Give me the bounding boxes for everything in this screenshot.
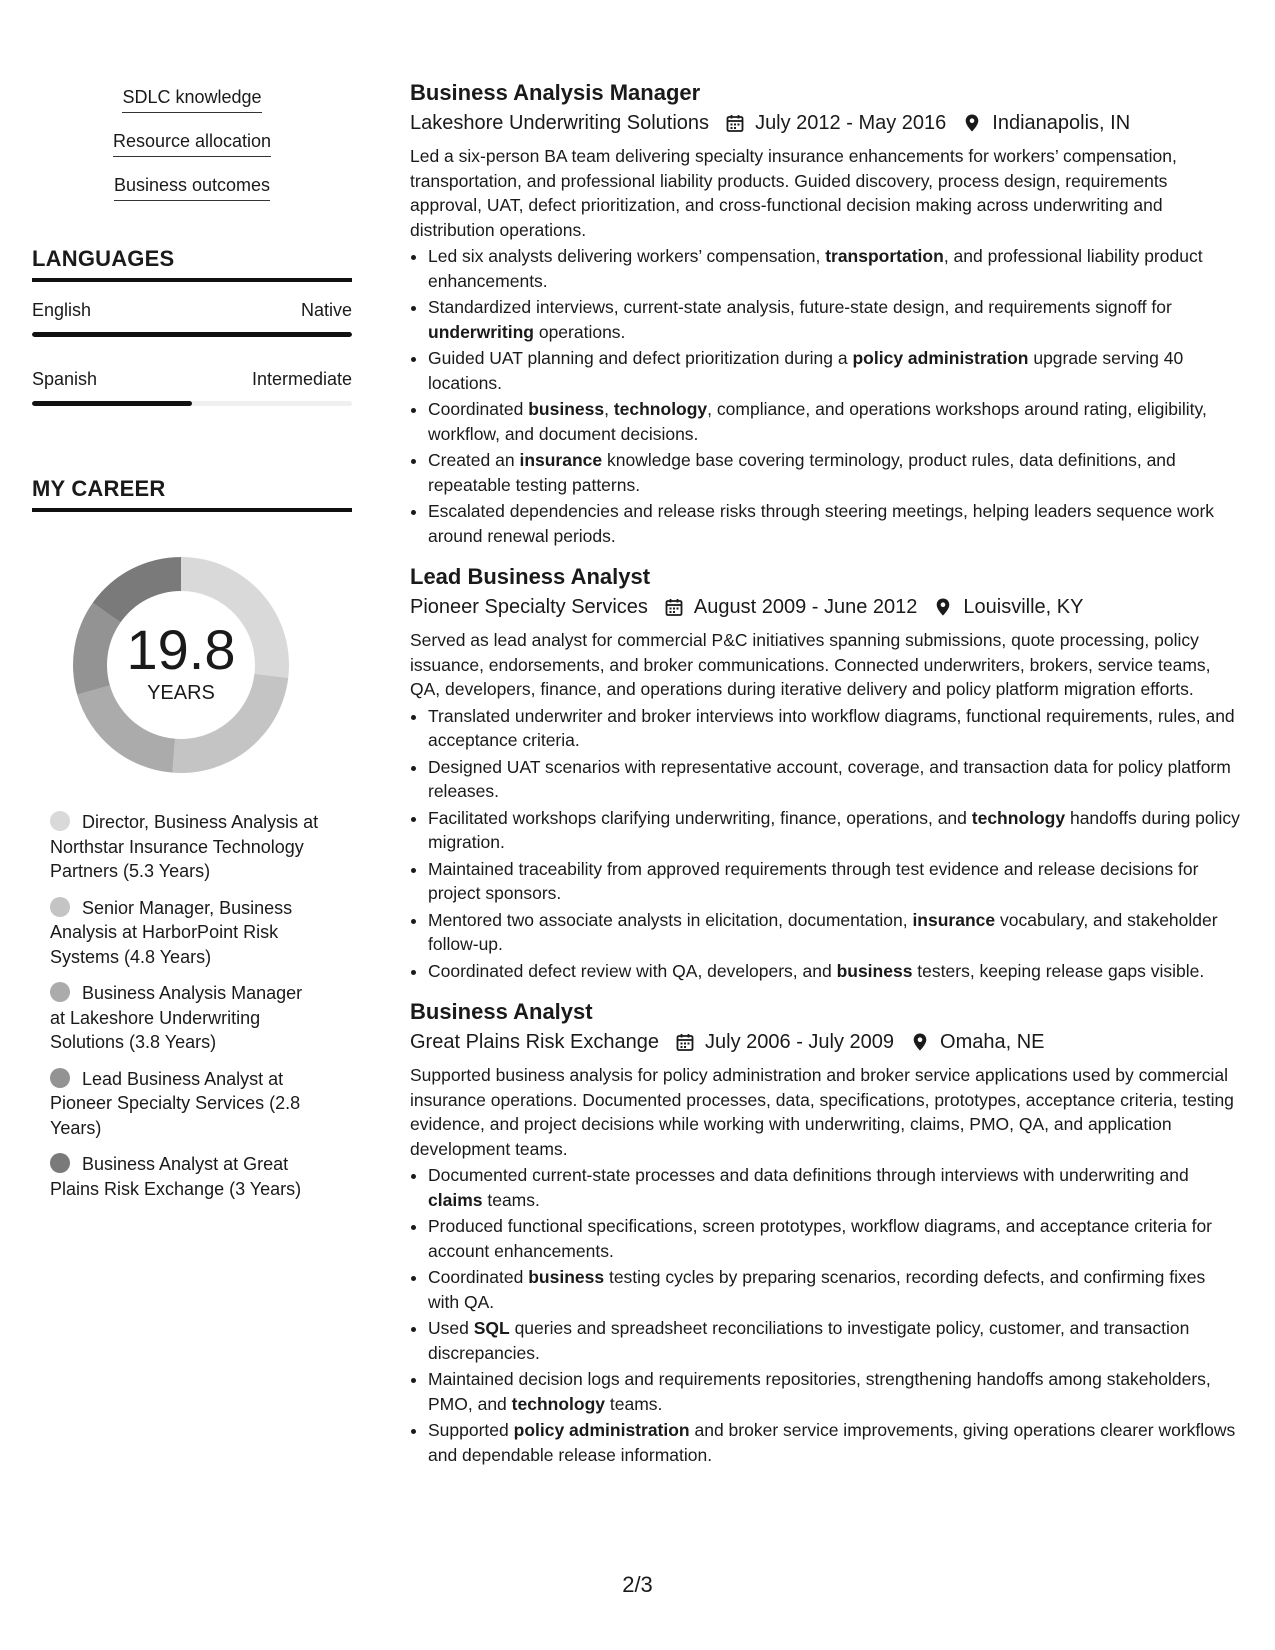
job-bullet: • Used SQL queries and spreadsheet reconciliations to investigate policy, customer, and transaction discrepancies. (428, 1316, 1240, 1365)
job-entry (410, 997, 1240, 1467)
career-entry-label: Lead Business Analyst at Pioneer Specialty Services (2.8 Years) (50, 1068, 301, 1138)
job-company: Great Plains Risk Exchange (410, 1031, 660, 1053)
legend-dot-icon (50, 1068, 70, 1088)
calendar-icon (725, 113, 745, 133)
location-pin-icon (933, 597, 953, 617)
job-title: Business Analysis Manager (410, 80, 701, 105)
career-heading: MY CAREER (32, 476, 352, 512)
job-location: Indianapolis, IN (992, 112, 1131, 134)
career-section (32, 476, 352, 1201)
career-entry-label: Business Analysis Manager at Lakeshore Underwriting Solutions (3.8 Years) (50, 983, 303, 1052)
job-bullet: • Coordinated business, technology, compliance, and operations workshops around rating, eligibility, workflow, and document decisions. (428, 397, 1240, 446)
job-summary: Served as lead analyst for commercial P&C initiatives spanning submissions, quote processing, policy issuance, endorsements, and broker communications. Connected underwriters, brokers, service teams, QA, developers, finance, and operations during iterative delivery and policy platform migration efforts. (410, 630, 1211, 699)
job-title: Lead Business Analyst (410, 564, 651, 589)
job-bullet: • Coordinated defect review with QA, developers, and business testers, keeping release gaps visible. (428, 959, 1240, 984)
job-bullet: • Produced functional specifications, screen prototypes, workflow diagrams, and acceptance criteria for account enhancements. (428, 1214, 1240, 1263)
job-bullet: • Translated underwriter and broker interviews into workflow diagrams, functional requirements, rules, and acceptance criteria. (428, 704, 1240, 753)
career-entry-label: Senior Manager, Business Analysis at HarborPoint Risk Systems (4.8 Years) (50, 897, 293, 967)
career-total-unit: YEARS (147, 682, 215, 704)
job-entry (410, 78, 1240, 548)
job-dates: July 2006 - July 2009 (705, 1031, 895, 1053)
language-bar (32, 332, 352, 337)
language-bar-fill (32, 332, 352, 337)
job-bullet: • Supported policy administration and broker service improvements, giving operations clearer workflows and dependable release information. (428, 1418, 1240, 1467)
language-bar-fill (32, 401, 192, 406)
job-meta (410, 108, 1240, 138)
career-legend (50, 810, 320, 1201)
page-number: 2/3 (622, 1572, 653, 1597)
job-bullet: • Designed UAT scenarios with representative account, coverage, and transaction data for policy platform releases. (428, 755, 1240, 804)
job-bullets (410, 704, 1240, 984)
language-name: English (32, 300, 92, 320)
language-bar (32, 401, 352, 406)
job-bullet: • Documented current-state processes and data definitions through interviews with underwriting and claims teams. (428, 1163, 1240, 1212)
job-company: Lakeshore Underwriting Solutions (410, 112, 710, 134)
languages-heading: LANGUAGES (32, 246, 352, 282)
career-entry-label: Business Analyst at Great Plains Risk Exchange (3 Years) (50, 1154, 302, 1199)
job-bullet: • Maintained decision logs and requirements repositories, strengthening handoffs among stakeholders, PMO, and technology teams. (428, 1367, 1240, 1416)
language-row (32, 298, 352, 337)
job-dates: August 2009 - June 2012 (693, 596, 918, 618)
job-bullet: • Mentored two associate analysts in elicitation, documentation, insurance vocabulary, and stakeholder follow-up. (428, 908, 1240, 957)
language-level: Native (300, 300, 352, 320)
legend-dot-icon (50, 982, 70, 1002)
calendar-icon (675, 1032, 695, 1052)
career-entry (50, 1152, 320, 1201)
location-pin-icon (962, 113, 982, 133)
career-entry (50, 981, 320, 1055)
experience-main (410, 78, 1240, 1481)
job-summary: Supported business analysis for policy administration and broker service applications used by commercial insurance operations. Documented processes, data, specifications, prototypes, acceptance criteria, testing evidence, and project decisions while working with underwriting, claims, PMO, QA, and application development teams. (410, 1065, 1234, 1159)
job-bullets (410, 1163, 1240, 1467)
job-meta (410, 592, 1240, 622)
career-entry-label: Director, Business Analysis at Northstar Insurance Technology Partners (5.3 Years) (50, 812, 319, 881)
job-bullet: • Facilitated workshops clarifying underwriting, finance, operations, and technology handoffs during policy migration. (428, 806, 1240, 855)
job-bullet: • Guided UAT planning and defect prioritization during a policy administration upgrade serving 40 locations. (428, 346, 1240, 395)
job-bullet: • Created an insurance knowledge base covering terminology, product rules, data definitions, and repeatable testing patterns. (428, 448, 1240, 497)
language-level: Intermediate (251, 369, 352, 389)
language-name: Spanish (32, 369, 98, 389)
legend-dot-icon (50, 811, 70, 831)
job-bullet: • Standardized interviews, current-state analysis, future-state design, and requirements signoff for underwriting operations. (428, 295, 1240, 344)
sidebar (32, 84, 352, 1213)
job-bullet: • Coordinated business testing cycles by preparing scenarios, recording defects, and confirming fixes with QA. (428, 1265, 1240, 1314)
job-dates: July 2012 - May 2016 (755, 112, 947, 134)
job-entry (410, 562, 1240, 983)
career-total-value: 19.8 (126, 618, 236, 681)
job-bullet: • Escalated dependencies and release risks through steering meetings, helping leaders sequence work around renewal periods. (428, 499, 1240, 548)
legend-dot-icon (50, 1153, 70, 1173)
career-entry (50, 1067, 320, 1141)
calendar-icon (664, 597, 684, 617)
legend-dot-icon (50, 897, 70, 917)
job-bullet: • Led six analysts delivering workers’ compensation, transportation, and professional liability product enhancements. (428, 244, 1240, 293)
career-donut (66, 550, 296, 780)
skill-tag: Resource allocation (113, 128, 271, 157)
job-summary: Led a six-person BA team delivering specialty insurance enhancements for workers’ compensation, transportation, and professional liability products. Guided discovery, process design, requirements approval, UAT, defect prioritization, and cross-functional decision making across underwriting and distribution operations. (410, 146, 1177, 240)
job-location: Louisville, KY (963, 596, 1084, 618)
skill-tag: Business outcomes (114, 172, 270, 201)
job-bullets (410, 244, 1240, 548)
job-meta (410, 1027, 1240, 1057)
language-row (32, 367, 352, 406)
career-entry (50, 810, 320, 884)
job-title: Business Analyst (410, 999, 593, 1024)
skill-tag: SDLC knowledge (122, 84, 261, 113)
skill-tags (32, 84, 352, 216)
job-location: Omaha, NE (940, 1031, 1045, 1053)
career-entry (50, 896, 320, 970)
job-bullet: • Maintained traceability from approved requirements through test evidence and release decisions for project sponsors. (428, 857, 1240, 906)
location-pin-icon (910, 1032, 930, 1052)
job-company: Pioneer Specialty Services (410, 596, 648, 618)
languages-section (32, 246, 352, 406)
